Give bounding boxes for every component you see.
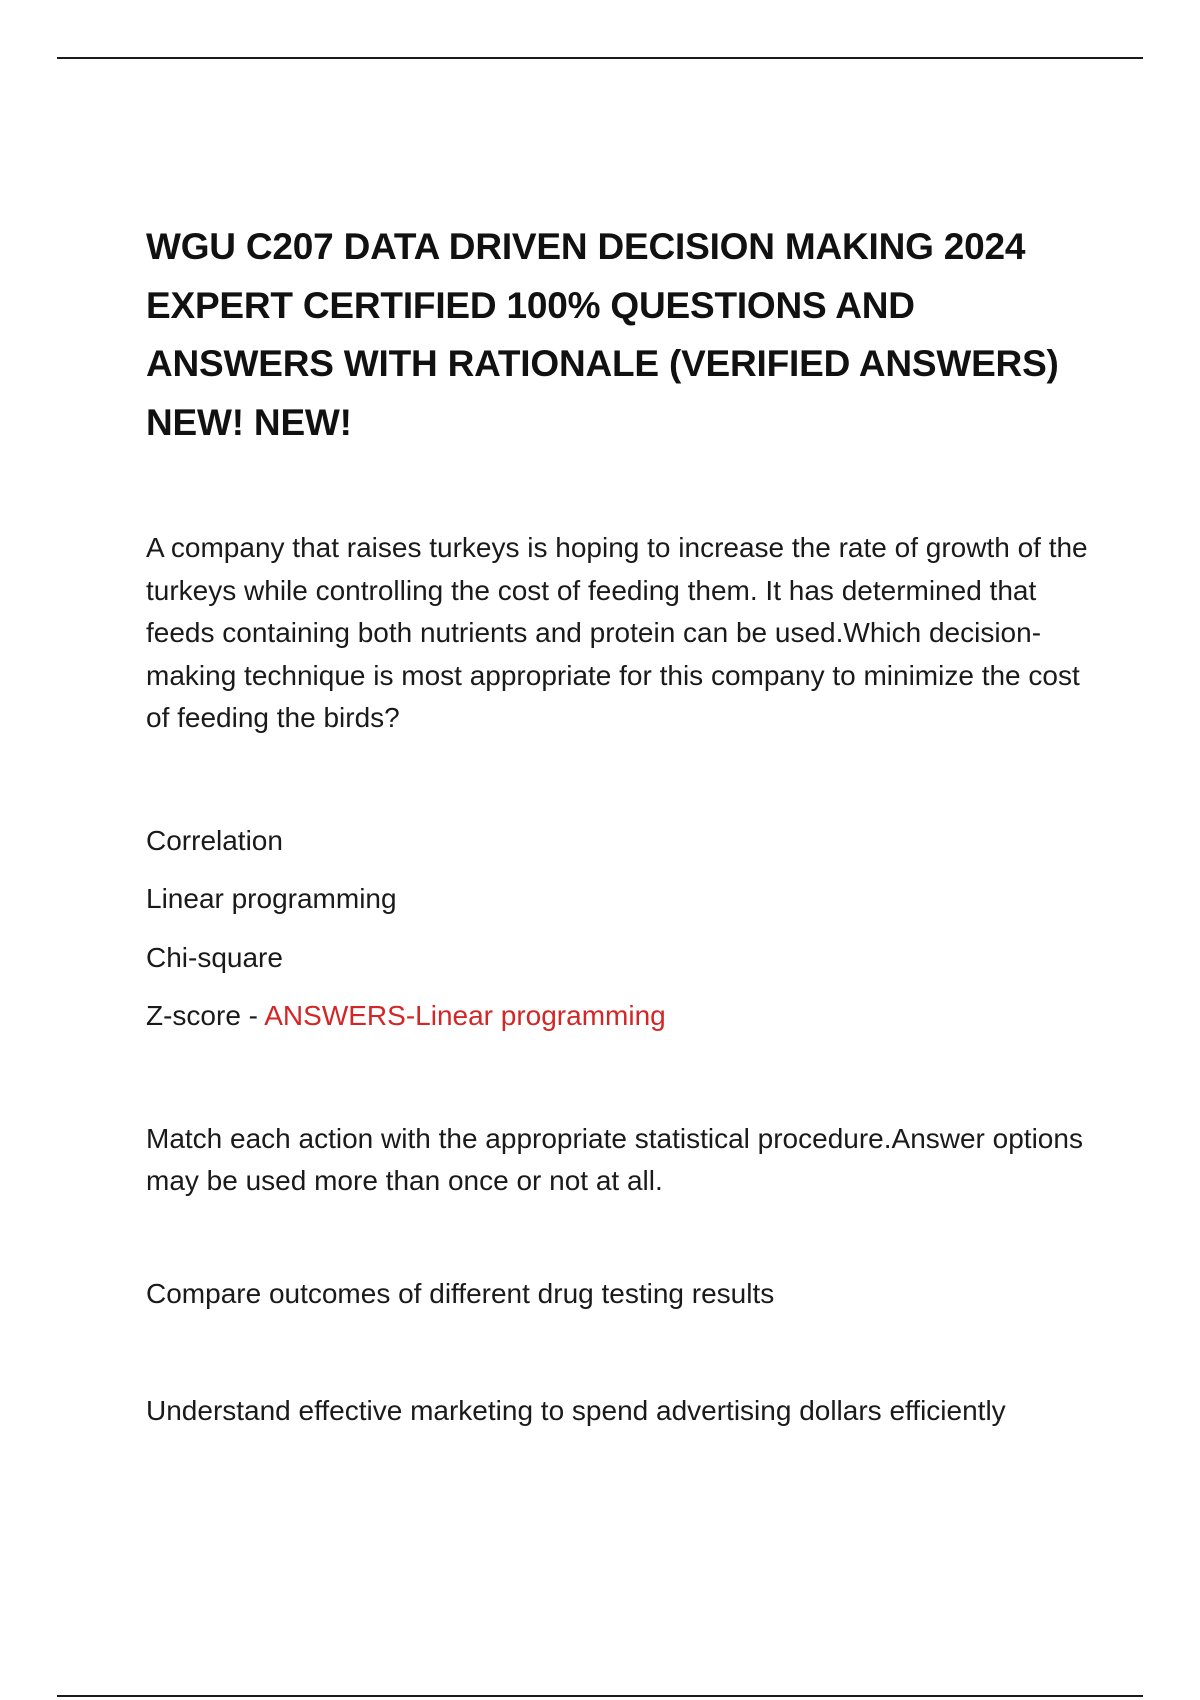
- document-title: WGU C207 DATA DRIVEN DECISION MAKING 2024 EXPERT CERTIFIED 100% QUESTIONS AND ANSWERS WITH RATIONALE (VERIFIED ANSWERS) NEW! NEW!: [146, 226, 1059, 443]
- option-correlation: Correlation: [146, 824, 283, 856]
- question-2-item-1: Compare outcomes of different drug testing results: [146, 1277, 775, 1309]
- option-z-score: Z-score: [146, 1000, 241, 1031]
- top-divider: [57, 57, 1143, 59]
- question-2-text: Match each action with the appropriate statistical procedure.Answer options may be used more than once or not at all.: [146, 1122, 1083, 1196]
- answer-text: ANSWERS-Linear programming: [264, 1000, 666, 1031]
- question-2-item-2: Understand effective marketing to spend advertising dollars efficiently: [146, 1395, 1006, 1426]
- option-z-score-line: [146, 987, 1096, 1046]
- answer-separator: -: [240, 1000, 265, 1031]
- question-1-options: [146, 812, 1096, 1046]
- bottom-divider: [57, 1695, 1143, 1697]
- question-1-text: A company that raises turkeys is hoping to increase the rate of growth of the turkeys while controlling the cost of feeding them. It has determined that feeds containing both nutrients and protein can be used.Which decision-making technique is most appropriate for this company to minimize the cost of feeding the birds?: [146, 532, 1088, 733]
- option-linear-programming: Linear programming: [146, 883, 397, 914]
- document-body: [146, 218, 1096, 1433]
- option-chi-square: Chi-square: [146, 941, 283, 973]
